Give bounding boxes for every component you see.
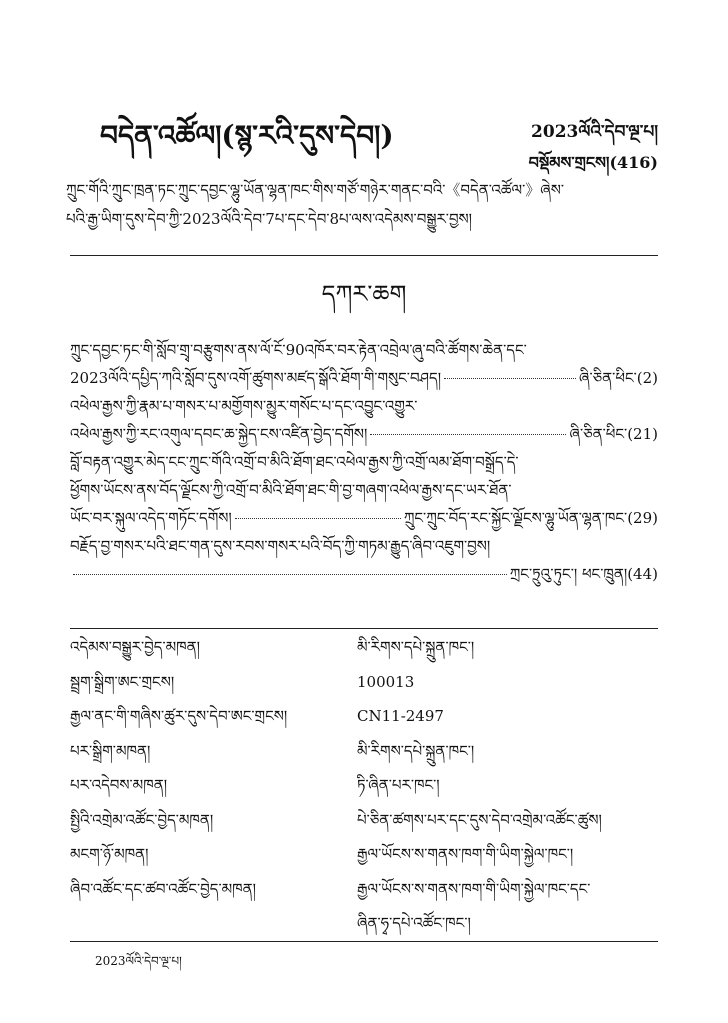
info-label: སྦྲག་སྒྲིག་ཨང་གྲངས། (70, 672, 175, 691)
info-row (70, 872, 658, 907)
publisher-line: ཀྲུང་གོའི་ཀྲུང་ཁྲན་ཏང་ཀྲུང་དབྱང་ལྷུ་ཡོན་ལྷན་ཁང་གིས་གཙོ་གཉེར་གནང་བའི་《བདེན་འཚོལ་》ཞེས་ (66, 181, 565, 199)
toc-author: ཀྲང་ཏྲུའུ་ཏུང་། ཕང་ཁྲུན། (509, 565, 628, 583)
divider (70, 628, 658, 629)
toc-page: (21) (627, 425, 658, 443)
publication-info (70, 630, 658, 941)
year-issue: 2023ལོའི་དེབ་ལྔ་པ། (531, 122, 658, 142)
table-of-contents (70, 336, 658, 588)
toc-line[interactable]: ཡོང་བར་སྐུལ་འདེད་གཏོང་དགོས། ཀྲུང་ཀྲུང་བོད་རང་སྐྱོང་ལྗོངས་ལྷུ་ཡོན་ལྷན་ཁང་(29) (70, 509, 658, 527)
info-label (70, 906, 357, 941)
toc-page: (2) (636, 369, 658, 387)
dot-leader (444, 378, 576, 379)
info-label: པར་སྒྲིག་མཁན། (70, 741, 151, 760)
toc-line[interactable]: 2023ལོའི་དཔྱིད་ཀའི་སློབ་དུས་འགོ་ཚུགས་མཛད་སྒོའི་ཐོག་གི་གསུང་བཤད། ཞི་ཅིན་ཕིང་(2) (70, 369, 658, 387)
info-label: རྒྱལ་ནང་གི་གཞིས་ཚུར་དུས་དེབ་ཨང་གྲངས། (70, 707, 288, 725)
toc-line[interactable]: བརྗོད་བྱ་གསར་པའི་ཐང་གན་དུས་རབས་གསར་པའི་བོད་ཀྱི་གཏམ་རྒྱུད་ཞིབ་འཇུག་བྱས། (70, 537, 491, 555)
publisher-line: པའི་རྒྱ་ཡིག་དུས་དེབ་ཀྱི་2023ལོའི་དེབ་7པ་དང་དེབ་8པ་ལས་འདེམས་བསྒྱུར་བྱས། (66, 210, 473, 228)
toc-page: (44) (627, 565, 658, 583)
toc-title: དཀར་ཆག (321, 280, 407, 308)
dot-leader (73, 574, 507, 575)
toc-line[interactable]: འཕེལ་རྒྱས་ཀྱི་རང་འགུལ་དབང་ཆ་སྐྱེད་ངས་འཛིན་བྱེད་དགོས། ཞི་ཅིན་ཕིང་(21) (70, 425, 658, 443)
divider (70, 255, 658, 256)
toc-line[interactable] (70, 560, 658, 588)
info-row (70, 699, 658, 734)
info-row (70, 665, 658, 700)
toc-line[interactable]: ཕྱོགས་ཡོངས་ནས་བོད་ལྗོངས་ཀྱི་འགྲོ་བ་མིའི་ཐོག་ཐང་གི་བྱ་གཞག་འཕེལ་རྒྱས་དང་ཡར་ཐོན་ (70, 481, 512, 499)
toc-line[interactable]: བློ་བརྟན་འགྱུར་མེད་ངང་ཀྲུང་གོའི་འགྲོ་བ་མིའི་ཐོག་ཐང་འཕེལ་རྒྱས་ཀྱི་འགྲོ་ལམ་ཐོག་བསྒྲོད་དེ་ (70, 453, 519, 471)
info-value: རྒྱལ་ཡོངས་ས་གནས་ཁག་གི་ཡིག་སྐྱེལ་ཁང་། (357, 845, 574, 863)
info-label: མངག་ཉོ་མཁན། (70, 845, 149, 863)
serial-number: བསྡོམས་གྲངས།(416) (528, 153, 658, 172)
dot-leader (370, 434, 566, 435)
info-label: ཞིབ་འཚོང་དང་ཚབ་འཚོང་བྱེད་མཁན། (70, 879, 256, 898)
info-value: མི་རིགས་དཔེ་སྐྲུན་ཁང་། (357, 741, 475, 760)
info-row (70, 630, 658, 665)
publisher-statement (66, 176, 660, 234)
info-value: རྒྱལ་ཡོངས་ས་གནས་ཁག་གི་ཡིག་སྐྱེལ་ཁང་དང་ (357, 879, 591, 898)
toc-author: ཞི་ཅིན་ཕིང་ (578, 369, 637, 387)
masthead-title: བདེན་འཚོལ།(སྙ་རའི་དུས་དེབ།) (100, 119, 394, 152)
dot-leader (235, 518, 401, 519)
info-row (70, 906, 658, 941)
toc-line[interactable]: འཕེལ་རྒྱས་ཀྱི་རྣམ་པ་གསར་པ་མགྱོགས་མྱུར་གསོང་པ་དང་འབྱུང་འགྱུར་ (70, 397, 418, 415)
info-label: པར་འདེབས་མཁན། (70, 776, 168, 794)
info-row (70, 768, 658, 803)
info-value: ཞིན་ཧྭ་དཔེ་འཚོང་ཁང་། (357, 914, 471, 932)
info-value: CN11-2497 (357, 707, 444, 725)
toc-line[interactable]: ཀྲུང་དབྱང་ཏང་གི་སློབ་གྲྭ་བརྩུགས་ནས་ལོ་ངོ་90འཁོར་བར་རྟེན་འབྲེལ་ཞུ་བའི་ཚོགས་ཆེན་དང་ (70, 341, 527, 359)
info-value: མི་རིགས་དཔེ་སྐྲུན་ཁང་། (357, 638, 475, 656)
toc-author: ཀྲུང་ཀྲུང་བོད་རང་སྐྱོང་ལྗོངས་ལྷུ་ཡོན་ལྷན་ཁང་ (403, 509, 628, 527)
info-value: 100013 (357, 672, 415, 691)
divider (70, 941, 658, 942)
info-label: འདེམས་བསྒྱུར་བྱེད་མཁན། (70, 638, 200, 656)
info-label: སྤྱིའི་འགྲེམ་འཚོང་བྱེད་མཁན། (70, 810, 214, 829)
info-row (70, 803, 658, 838)
info-row (70, 734, 658, 769)
info-value: ཏི་ཞིན་པར་ཁང་། (357, 776, 440, 794)
toc-page: (29) (627, 509, 658, 527)
info-row (70, 837, 658, 872)
info-value: པེ་ཅིན་ཚགས་པར་དང་དུས་དེབ་འགྲེམ་འཚོང་ཚུས། (357, 810, 602, 829)
toc-author: ཞི་ཅིན་ཕིང་ (569, 425, 628, 443)
page-footer: 2023ལོའི་དེབ་ལྔ་པ། (95, 954, 182, 968)
